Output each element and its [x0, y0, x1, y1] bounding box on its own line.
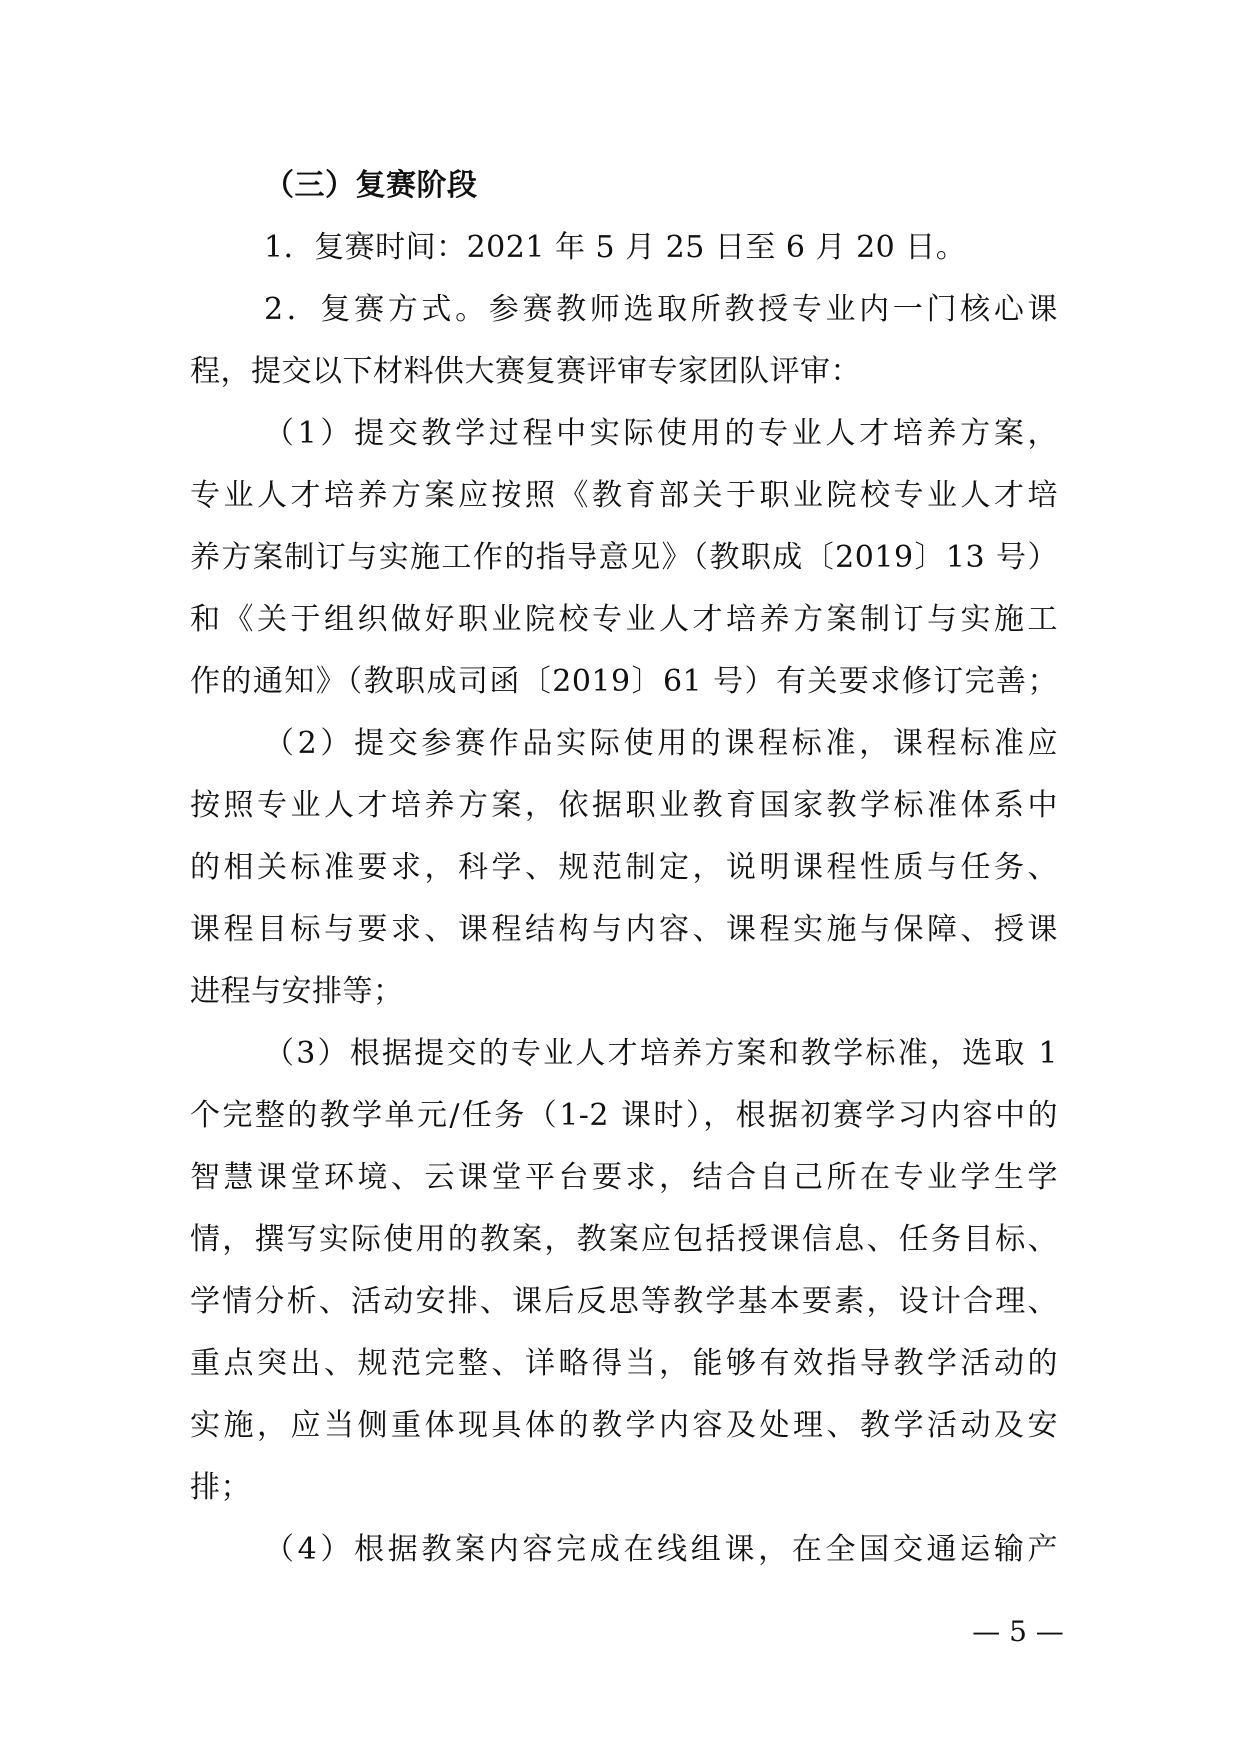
- text-line: 重点突出、规范完整、详略得当，能够有效指导教学活动的: [190, 1346, 1058, 1381]
- text-line: 课程目标与要求、课程结构与内容、课程实施与保障、授课: [190, 912, 1058, 947]
- page-number: — 5 —: [972, 1615, 1064, 1648]
- text-line: 养方案制订与实施工作的指导意见》（教职成〔2019〕13 号）: [190, 540, 1058, 575]
- text-line: 和《关于组织做好职业院校专业人才培养方案制订与实施工: [190, 602, 1058, 637]
- text-line: 智慧课堂环境、云课堂平台要求，结合自己所在专业学生学: [190, 1160, 1058, 1195]
- text-line-item-1: （1）提交教学过程中实际使用的专业人才培养方案，: [264, 416, 1058, 451]
- text-line: 个完整的教学单元/任务（1-2 课时），根据初赛学习内容中的: [190, 1098, 1058, 1133]
- text-line-review-method: 2．复赛方式。参赛教师选取所教授专业内一门核心课: [264, 292, 1058, 327]
- text-line: 程，提交以下材料供大赛复赛评审专家团队评审：: [190, 354, 861, 389]
- text-line-review-time: 1．复赛时间：2021 年 5 月 25 日至 6 月 20 日。: [264, 230, 967, 265]
- text-line: 专业人才培养方案应按照《教育部关于职业院校专业人才培: [190, 478, 1058, 513]
- text-line: 进程与安排等；: [190, 974, 404, 1009]
- text-line: 情，撰写实际使用的教案，教案应包括授课信息、任务目标、: [190, 1222, 1058, 1257]
- text-line-item-2: （2）提交参赛作品实际使用的课程标准，课程标准应: [264, 726, 1058, 761]
- text-line: 按照专业人才培养方案，依据职业教育国家教学标准体系中: [190, 788, 1058, 823]
- text-line: 作的通知》（教职成司函〔2019〕61 号）有关要求修订完善；: [190, 664, 1058, 699]
- document-body: [190, 155, 1058, 1581]
- text-line-item-3: （3）根据提交的专业人才培养方案和教学标准，选取 1: [264, 1036, 1058, 1071]
- text-line: 学情分析、活动安排、课后反思等教学基本要素，设计合理、: [190, 1284, 1058, 1319]
- text-line: 排；: [190, 1470, 251, 1505]
- text-line: 实施，应当侧重体现具体的教学内容及处理、教学活动及安: [190, 1408, 1058, 1443]
- text-line: 的相关标准要求，科学、规范制定，说明课程性质与任务、: [190, 850, 1058, 885]
- section-heading: （三）复赛阶段: [264, 168, 478, 203]
- text-line-item-4: （4）根据教案内容完成在线组课，在全国交通运输产: [264, 1532, 1058, 1567]
